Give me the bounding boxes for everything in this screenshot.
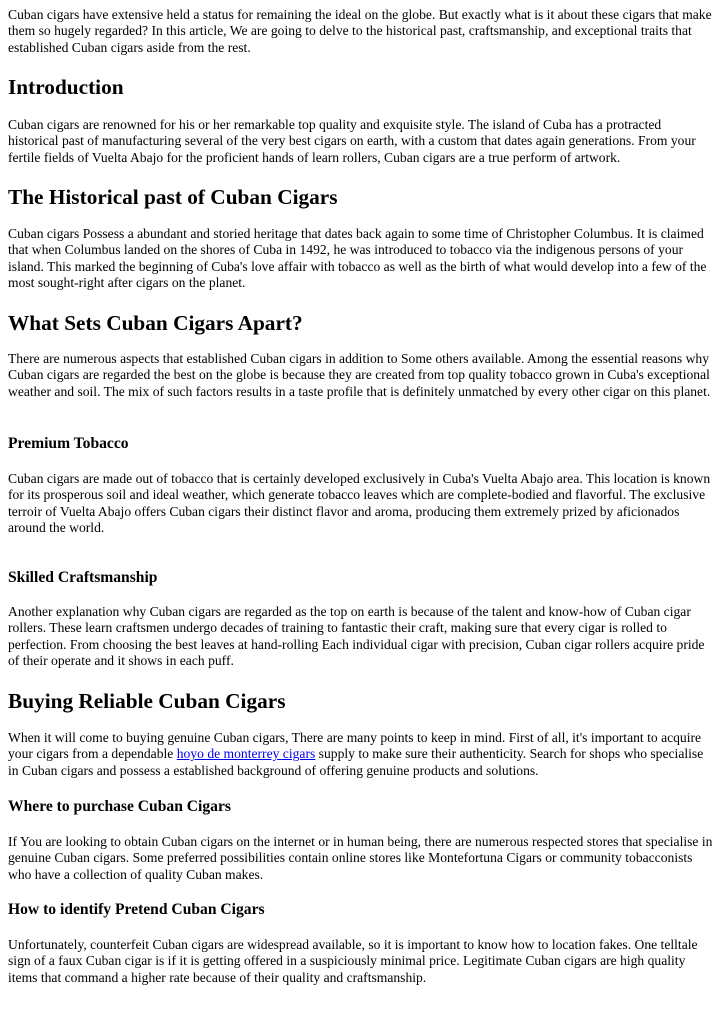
paragraph-skilled-craftsmanship: Another explanation why Cuban cigars are regarded as the top on earth is because of the talent and know-how of Cuban cigar rollers. These learn craftsmen undergo decades of training to fantastic their craft, making sure that every cigar is rolled to perfection. From choosing the best leaves at hand-rolling Each individual cigar with precision, Cuban cigar rollers acquire pride of their operate and it shows in each puff. [8,604,705,669]
intro-paragraph: Cuban cigars have extensive held a status for remaining the ideal on the globe. But exactly what is it about these cigars that make them so hugely regarded? In this article, We are going to delve to the historical past, craftsmanship, and exceptional traits that established Cuban cigars aside from the rest. [8,7,712,55]
heading-premium-tobacco: Premium Tobacco [8,435,129,452]
hoyo-de-monterrey-link[interactable]: hoyo de monterrey cigars [176,746,316,762]
heading-skilled-craftsmanship: Skilled Craftsmanship [8,569,158,586]
heading-historical-past: The Historical past of Cuban Cigars [8,185,338,209]
heading-identify-fakes: How to identify Pretend Cuban Cigars [8,901,265,918]
paragraph-premium-tobacco: Cuban cigars are made out of tobacco that is certainly developed exclusively in Cuba's Vuelta Abajo area. This location is known for its prosperous soil and ideal weather, which generate tobacco leaves which are complete-bodied and flavorful. The exclusive terroir of Vuelta Abajo offers Cuban cigars their distinct flavor and aroma, producing them extremely prized by aficionados around the world. [8,471,711,536]
paragraph-what-sets-apart: There are numerous aspects that established Cuban cigars in addition to Some others available. Among the essential reasons why Cuban cigars are regarded the best on the globe is because they are created from top quality tobacco grown in Cuba's exceptional weather and soil. The mix of such factors results in a taste profile that is definitely unmatched by every other cigar on this planet. [8,351,711,399]
paragraph-buying-text-after: supply to make sure their authenticity. Search for shops who specialise in Cuban cigars and possess a established background of offering genuine products and solutions. [8,746,704,778]
paragraph-buying-reliable [8,730,714,779]
paragraph-introduction: Cuban cigars are renowned for his or her remarkable top quality and exquisite style. The island of Cuba has a protracted historical past of manufacturing several of the very best cigars on earth, with a custom that dates again generations. From your fertile fields of Vuelta Abajo for the proficient hands of learn rollers, Cuban cigars are a true perform of artwork. [8,117,696,165]
heading-where-to-purchase: Where to purchase Cuban Cigars [8,798,231,815]
paragraph-where-to-purchase: If You are looking to obtain Cuban cigars on the internet or in human being, there are numerous respected stores that specialise in genuine Cuban cigars. Some preferred possibilities contain online stores like Montefortuna Cigars or community tobacconists who have a collection of quality Cuban makes. [8,834,713,882]
heading-what-sets-apart: What Sets Cuban Cigars Apart? [8,311,303,335]
heading-buying-reliable: Buying Reliable Cuban Cigars [8,689,286,713]
paragraph-identify-fakes: Unfortunately, counterfeit Cuban cigars are widespread available, so it is important to know how to location fakes. One telltale sign of a faux Cuban cigar is if it is getting offered in a suspiciously minimal price. Legitimate Cuban cigars are high quality items that command a higher rate because of their quality and craftsmanship. [8,937,698,985]
heading-introduction: Introduction [8,75,124,99]
paragraph-buying-text-before: When it will come to buying genuine Cuban cigars, There are many points to keep in mind. First of all, it's important to acquire your cigars from a dependable [8,730,702,762]
paragraph-historical-past: Cuban cigars Possess a abundant and storied heritage that dates back again to some time of Christopher Columbus. It is claimed that when Columbus landed on the shores of Cuba in 1492, he was introduced to tobacco via the indigenous persons of your island. This marked the beginning of Cuba's love affair with tobacco as well as the birth of what would develop into a few of the most sought-right after cigars on the planet. [8,226,707,291]
